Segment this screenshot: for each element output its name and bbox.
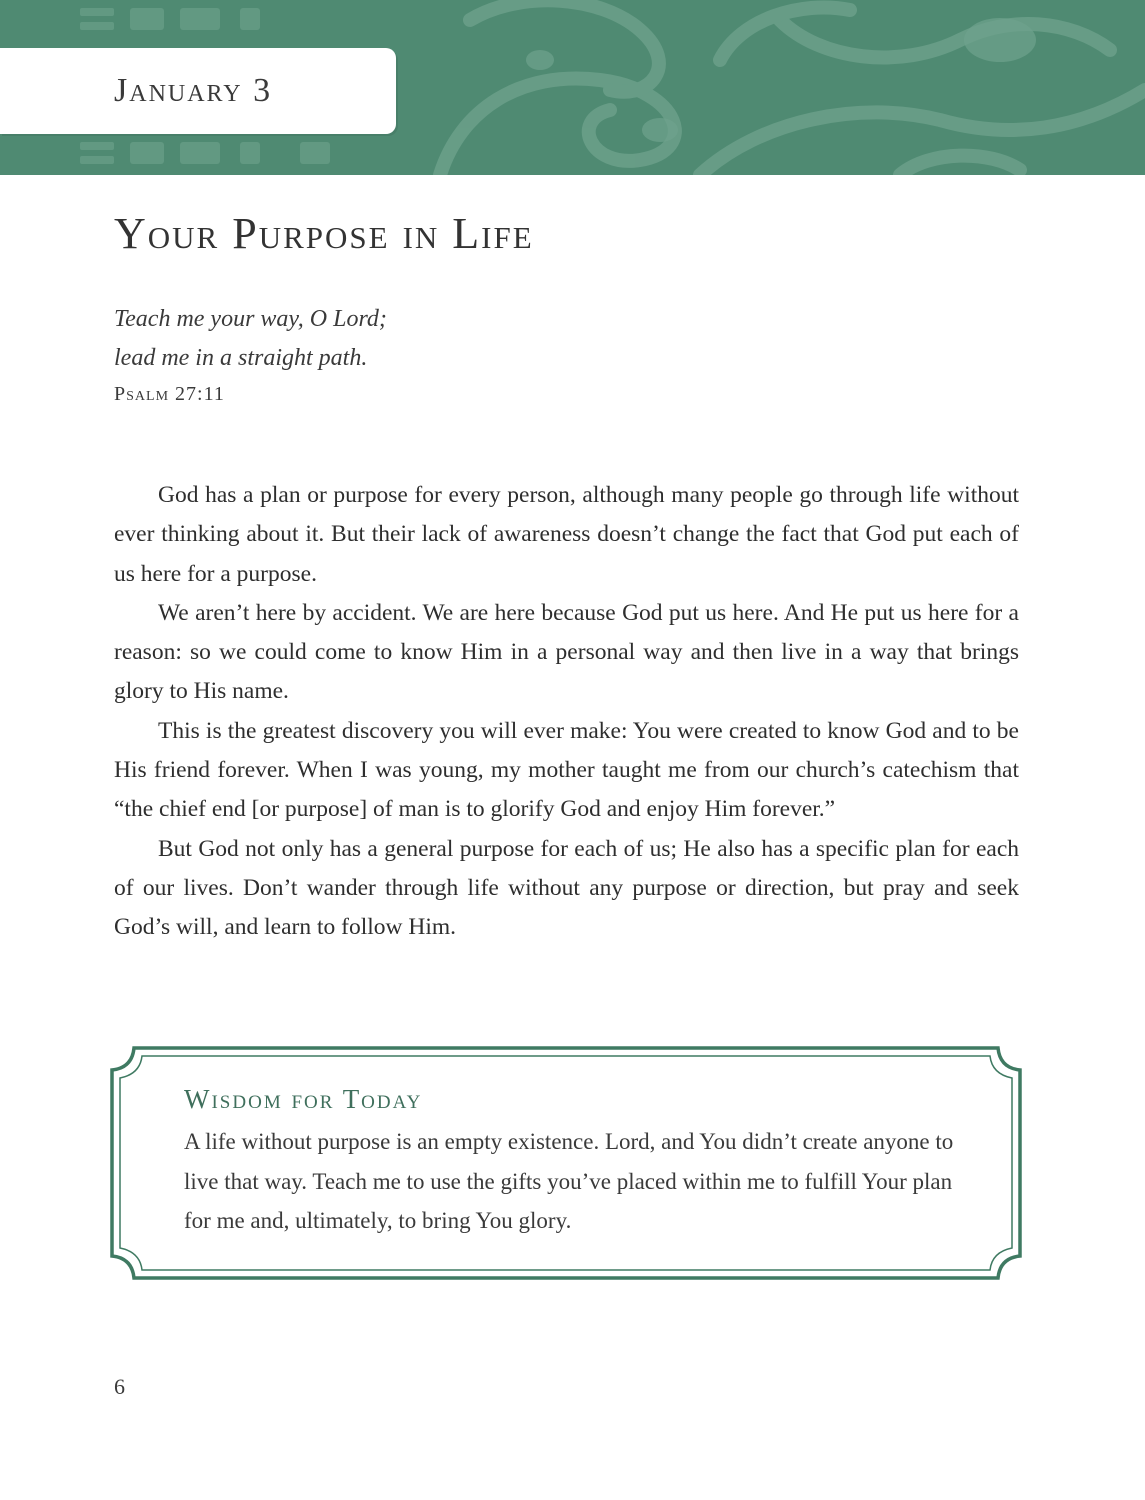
verse-line: Teach me your way, O Lord; (114, 306, 387, 332)
devotional-body (114, 476, 1019, 948)
body-paragraph: We aren’t here by accident. We are here because God put us here. And He put us here for a reason: so we could come to know Him in a personal way and then live in a way that brings glory to His name. (114, 599, 1019, 705)
verse-reference: Psalm 27:11 (114, 383, 225, 405)
wisdom-prayer: A life without purpose is an empty existence. Lord, and You didn’t create anyone to live that way. Teach me to use the gifts you’ve placed within me to fulfill Your plan for me and, ultimately, to bring You glory. (184, 1129, 954, 1233)
page-title: Your Purpose in Life (114, 209, 534, 258)
body-paragraph: God has a plan or purpose for every person, although many people go through life without ever thinking about it. But their lack of awareness doesn’t change the fact that God put each of us here for a purpose. (114, 482, 1019, 587)
body-paragraph: But God not only has a general purpose for each of us; He also has a specific plan for each of our lives. Don’t wander through life without any purpose or direction, but pray and seek God’s will, and learn to follow Him. (114, 835, 1019, 941)
wisdom-title: Wisdom for Today (184, 1084, 423, 1114)
page-number: 6 (114, 1374, 125, 1399)
date-label: January 3 (114, 72, 273, 109)
scripture-verse (114, 300, 387, 378)
verse-line: lead me in a straight path. (114, 345, 368, 371)
body-paragraph: This is the greatest discovery you will ever make: You were created to know God and to be His friend forever. When I was young, my mother taught me from our church’s catechism that “the chief end [or purpose] of man is to glorify God and enjoy Him forever.” (114, 717, 1019, 823)
wisdom-box (110, 1046, 1022, 1280)
